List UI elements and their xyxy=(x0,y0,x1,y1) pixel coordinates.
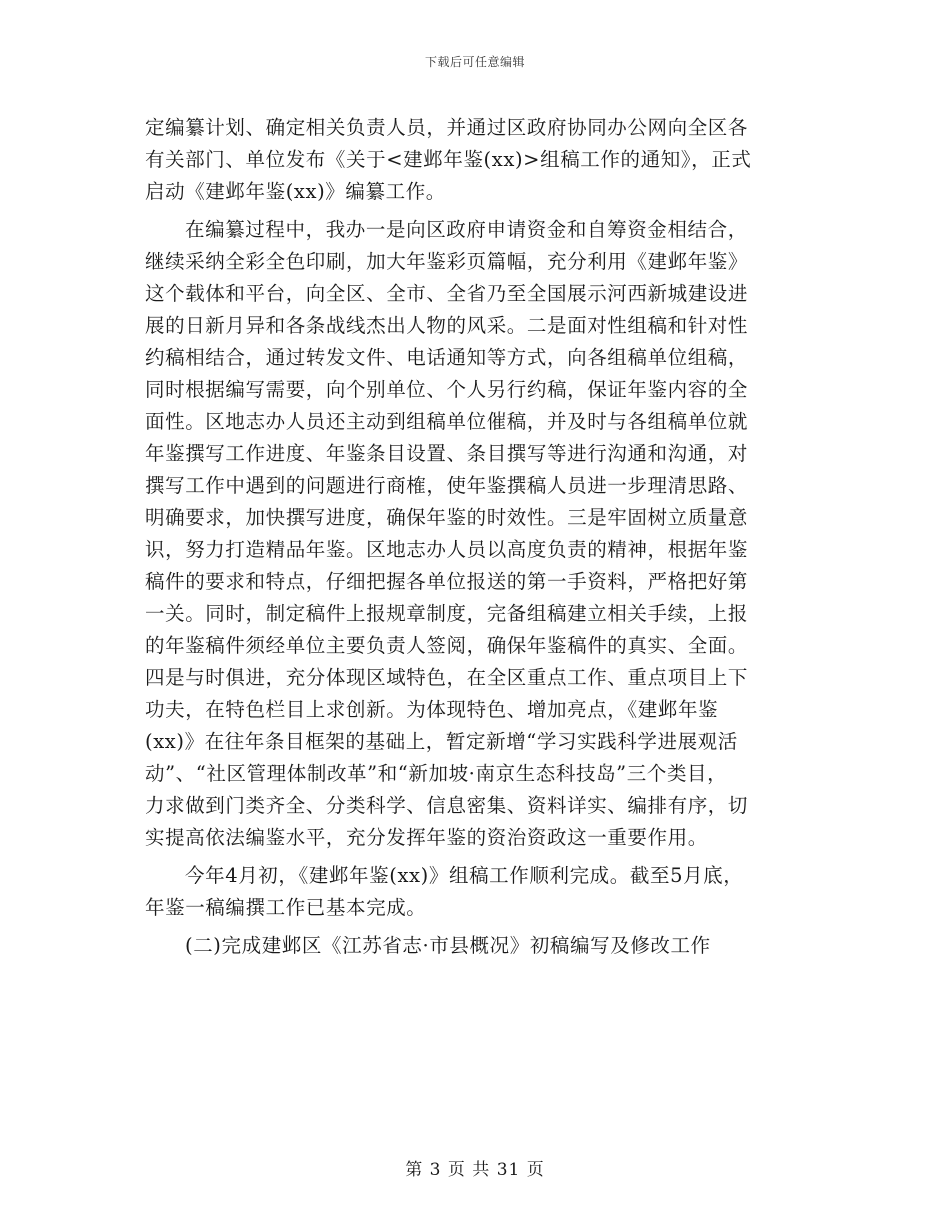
text-line: 四是与时俱进，充分体现区域特色，在全区重点工作、重点项目上下 xyxy=(145,666,749,689)
text-line: 稿件的要求和特点，仔细把握各单位报送的第一手资料，严格把好第 xyxy=(145,570,749,593)
text-line: (xx)》在往年条目框架的基础上，暂定新增“学习实践科学进展观活 xyxy=(145,730,738,753)
text-line: 一关。同时，制定稿件上报规章制度，完备组稿建立相关手续，上报 xyxy=(145,602,749,625)
section-heading: (二)完成建邺区《江苏省志·市县概况》初稿编写及修改工作 xyxy=(185,934,711,957)
text-line: 力求做到门类齐全、分类科学、信息密集、资料详实、编排有序，切 xyxy=(145,794,749,817)
paragraph-start-line: 今年4月初，《建邺年鉴(xx)》组稿工作顺利完成。截至5月底， xyxy=(185,864,744,887)
text-line: 这个载体和平台，向全区、全市、全省乃至全国展示河西新城建设进 xyxy=(145,282,749,305)
text-line: 继续采纳全彩全色印刷，加大年鉴彩页篇幅，充分利用《建邺年鉴》 xyxy=(145,250,749,273)
page-footer: 第 3 页 共 31 页 xyxy=(405,1160,545,1180)
text-line: 功夫，在特色栏目上求创新。为体现特色、增加亮点，《建邺年鉴 xyxy=(145,698,719,721)
header-note: 下载后可任意编辑 xyxy=(424,55,525,69)
text-line: 识，努力打造精品年鉴。区地志办人员以高度负责的精神，根据年鉴 xyxy=(145,538,749,561)
text-line: 实提高依法编鉴水平，充分发挥年鉴的资治资政这一重要作用。 xyxy=(145,826,708,849)
text-line: 动”、“社区管理体制改革”和“新加坡·南京生态科技岛”三个类目， xyxy=(145,762,728,785)
text-line: 约稿相结合，通过转发文件、电话通知等方式，向各组稿单位组稿， xyxy=(145,346,749,369)
text-line: 明确要求，加快撰写进度，确保年鉴的时效性。三是牢固树立质量意 xyxy=(145,506,749,529)
paragraph-start-line: 在编纂过程中，我办一是向区政府申请资金和自筹资金相结合， xyxy=(185,218,748,241)
text-line: 年鉴撰写工作进度、年鉴条目设置、条目撰写等进行沟通和沟通，对 xyxy=(145,442,749,465)
text-line: 有关部门、单位发布《关于<建邺年鉴(xx)>组稿工作的通知》，正式 xyxy=(145,148,752,171)
text-line: 的年鉴稿件须经单位主要负责人签阅，确保年鉴稿件的真实、全面。 xyxy=(145,634,749,657)
text-line: 定编纂计划、确定相关负责人员，并通过区政府协同办公网向全区各 xyxy=(145,116,749,139)
text-line: 启动《建邺年鉴(xx)》编纂工作。 xyxy=(145,180,446,203)
text-line: 面性。区地志办人员还主动到组稿单位催稿，并及时与各组稿单位就 xyxy=(145,410,749,433)
document-body xyxy=(145,112,805,962)
text-line: 展的日新月异和各条战线杰出人物的风采。二是面对性组稿和针对性 xyxy=(145,314,749,337)
text-line: 年鉴一稿编撰工作已基本完成。 xyxy=(145,896,427,919)
text-line: 撰写工作中遇到的问题进行商榷，使年鉴撰稿人员进一步理清思路、 xyxy=(145,474,749,497)
text-line: 同时根据编写需要，向个别单位、个人另行约稿，保证年鉴内容的全 xyxy=(145,378,749,401)
